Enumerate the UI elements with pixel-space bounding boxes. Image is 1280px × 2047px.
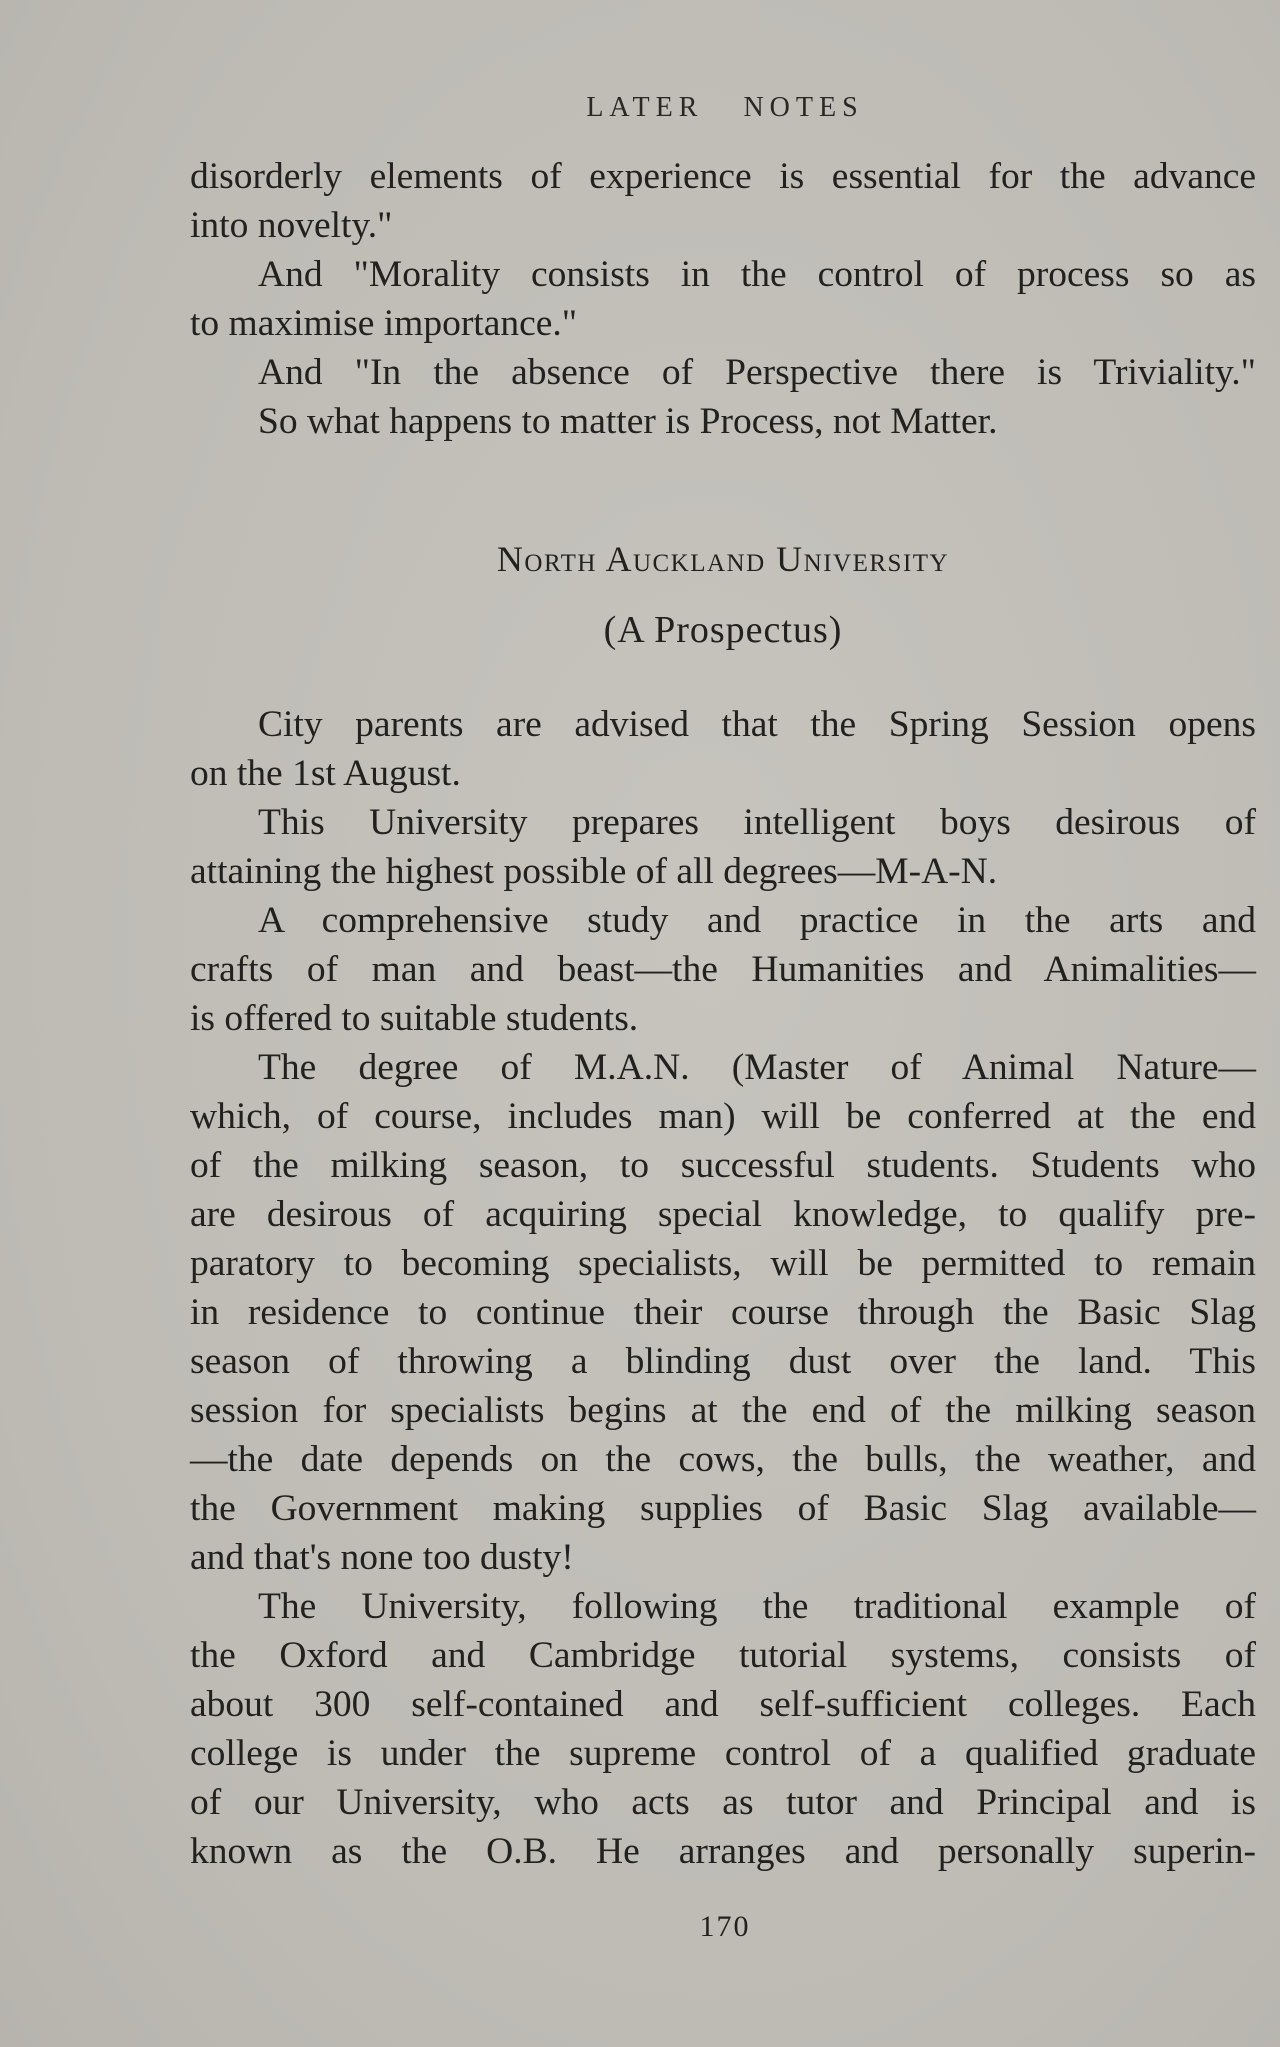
text-line: which, of course, includes man) will be conferred at the end (190, 1096, 1256, 1137)
body-text-main (190, 700, 1256, 1876)
page-number: 170 (699, 1910, 751, 1943)
text-line: to maximise importance." (190, 303, 578, 344)
section-title: North Auckland University (496, 539, 950, 579)
text-line: attaining the highest possible of all degrees—M-A-N. (190, 851, 998, 892)
text-line: on the 1st August. (190, 753, 461, 794)
text-line: of our University, who acts as tutor and Principal and is (190, 1782, 1256, 1823)
text-line: the Oxford and Cambridge tutorial systems, consists of (190, 1635, 1256, 1676)
text-line: and that's none too dusty! (190, 1537, 574, 1578)
text-line: season of throwing a blinding dust over the land. This (190, 1341, 1256, 1382)
text-line: A comprehensive study and practice in the arts and (258, 900, 1256, 941)
text-line: City parents are advised that the Spring Session opens (258, 704, 1256, 745)
running-head-right: NOTES (743, 92, 864, 123)
text-line: is offered to suitable students. (190, 998, 639, 1039)
text-line: college is under the supreme control of a qualified graduate (190, 1733, 1256, 1774)
running-head (0, 92, 1280, 124)
text-line: This University prepares intelligent boys desirous of (258, 802, 1256, 843)
text-line: The University, following the traditional example of (258, 1586, 1256, 1627)
text-line: —the date depends on the cows, the bulls, the weather, and (190, 1439, 1256, 1480)
text-line: crafts of man and beast—the Humanities and Animalities— (190, 949, 1256, 990)
text-line: of the milking season, to successful students. Students who (190, 1145, 1256, 1186)
text-line: known as the O.B. He arranges and personally superin- (190, 1831, 1256, 1872)
running-head-left: LATER (586, 92, 704, 123)
text-line: And "In the absence of Perspective there is Triviality." (258, 352, 1256, 393)
text-line: are desirous of acquiring special knowledge, to qualify pre- (190, 1194, 1256, 1235)
text-line: The degree of M.A.N. (Master of Animal Nature— (258, 1047, 1256, 1088)
text-line: session for specialists begins at the end of the milking season (190, 1390, 1256, 1431)
text-line: So what happens to matter is Process, not Matter. (258, 401, 998, 442)
text-line: about 300 self-contained and self-sufficient colleges. Each (190, 1684, 1256, 1725)
body-text-top (190, 152, 1256, 446)
text-line: in residence to continue their course through the Basic Slag (190, 1292, 1256, 1333)
section-subtitle: (A Prospectus) (603, 609, 843, 651)
text-line: into novelty." (190, 205, 393, 246)
text-line: the Government making supplies of Basic Slag available— (190, 1488, 1256, 1529)
text-line: And "Morality consists in the control of process so as (258, 254, 1256, 295)
text-line: paratory to becoming specialists, will be permitted to remain (190, 1243, 1256, 1284)
text-line: disorderly elements of experience is essential for the advance (190, 156, 1256, 197)
